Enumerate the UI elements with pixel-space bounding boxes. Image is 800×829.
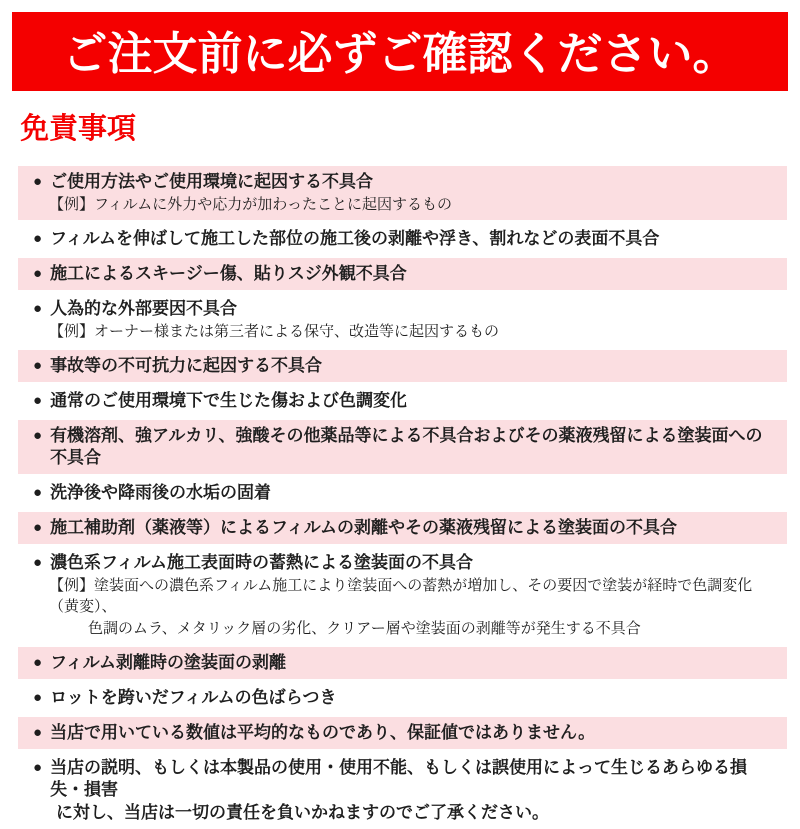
disclaimer-item-main [33,263,779,285]
bullet-icon: ● [33,357,43,374]
bullet-icon: ● [33,724,43,741]
disclaimer-item-subline: 色調のムラ、メタリック層の劣化、クリアー層や塗装面の剥離等が発生する不具合 [88,620,641,637]
disclaimer-item-text: 通常のご使用環境下で生じた傷および色調変化 [50,391,408,410]
disclaimer-item [18,420,787,474]
disclaimer-item-text: ご使用方法やご使用環境に起因する不具合 [50,172,374,191]
disclaimer-item-text: フィルム剥離時の塗装面の剥離 [50,653,287,672]
bullet-icon: ● [33,689,43,706]
disclaimer-item [18,293,787,347]
disclaimer-item-main [33,228,779,250]
disclaimer-item-text: 施工補助剤（薬液等）によるフィルムの剥離やその薬液残留による塗装面の不具合 [50,518,678,537]
notice-page [0,12,800,822]
disclaimer-item-subline: に対し、当店は一切の責任を負いかねますのでご了承ください。 [56,803,549,822]
disclaimer-item-main [33,552,779,574]
bullet-icon: ● [33,230,43,247]
disclaimer-item [18,477,787,509]
disclaimer-item-main [33,687,779,709]
bullet-icon: ● [33,300,43,317]
confirm-before-order-banner [12,12,788,91]
bullet-icon: ● [33,554,43,571]
disclaimer-item-text: 施工によるスキージー傷、貼りスジ外観不具合 [50,264,407,283]
bullet-icon: ● [33,484,43,501]
bullet-icon: ● [33,265,43,282]
disclaimer-item-text: フィルムを伸ばして施工した部位の施工後の剥離や浮き、割れなどの表面不具合 [50,229,660,248]
disclaimer-item [18,385,787,417]
disclaimer-section-heading: 免責事項 [20,113,137,145]
disclaimer-item [18,512,787,544]
disclaimer-item-main [33,722,779,744]
disclaimer-item-main [33,298,779,320]
disclaimer-item-text: ロットを跨いだフィルムの色ばらつき [50,688,337,707]
disclaimer-item-subline: 【例】オーナー様または第三者による保守、改造等に起因するもの [49,323,500,340]
disclaimer-item-text: 事故等の不可抗力に起因する不具合 [50,356,323,375]
disclaimer-item [18,350,787,382]
disclaimer-item-text: 有機溶剤、強アルカリ、強酸その他薬品等による不具合およびその薬液残留による塗装面への不具合 [50,426,763,467]
disclaimer-item-subline: 【例】塗装面への濃色系フィルム施工により塗装面への蓄熱が増加し、その要因で塗装が経時で色調変化（黄変）、 [49,577,753,615]
bullet-icon: ● [33,654,43,671]
disclaimer-item [18,166,787,220]
disclaimer-item-text: 濃色系フィルム施工表面時の蓄熱による塗装面の不具合 [50,553,474,572]
disclaimer-item-main [33,390,779,412]
disclaimer-item [18,682,787,714]
disclaimer-item [18,752,787,829]
disclaimer-item-text: 人為的な外部要因不具合 [50,299,238,318]
disclaimer-item-text: 当店で用いている数値は平均的なものであり、保証値ではありません。 [50,723,596,742]
disclaimer-item-main [33,757,779,801]
disclaimer-item-main [33,171,779,193]
bullet-icon: ● [33,519,43,536]
disclaimer-item-main [33,425,779,469]
disclaimer-item-text: 洗浄後や降雨後の水垢の固着 [50,483,272,502]
bullet-icon: ● [33,392,43,409]
disclaimer-item [18,647,787,679]
disclaimer-item-main [33,355,779,377]
disclaimer-item [18,258,787,290]
disclaimer-item-main [33,482,779,504]
disclaimer-item-main [33,517,779,539]
banner-title: ご注文前に必ずご確認ください。 [62,28,738,79]
disclaimer-item [18,717,787,749]
disclaimer-list [18,166,787,829]
bullet-icon: ● [33,759,43,776]
disclaimer-item [18,223,787,255]
bullet-icon: ● [33,427,43,444]
disclaimer-item-subline: 【例】フィルムに外力や応力が加わったことに起因するもの [49,196,453,213]
disclaimer-item-text: 当店の説明、もしくは本製品の使用・使用不能、もしくは誤使用によって生じるあらゆる損失・損害 [50,758,748,799]
disclaimer-item [18,547,787,644]
bullet-icon: ● [33,173,43,190]
disclaimer-item-main [33,652,779,674]
